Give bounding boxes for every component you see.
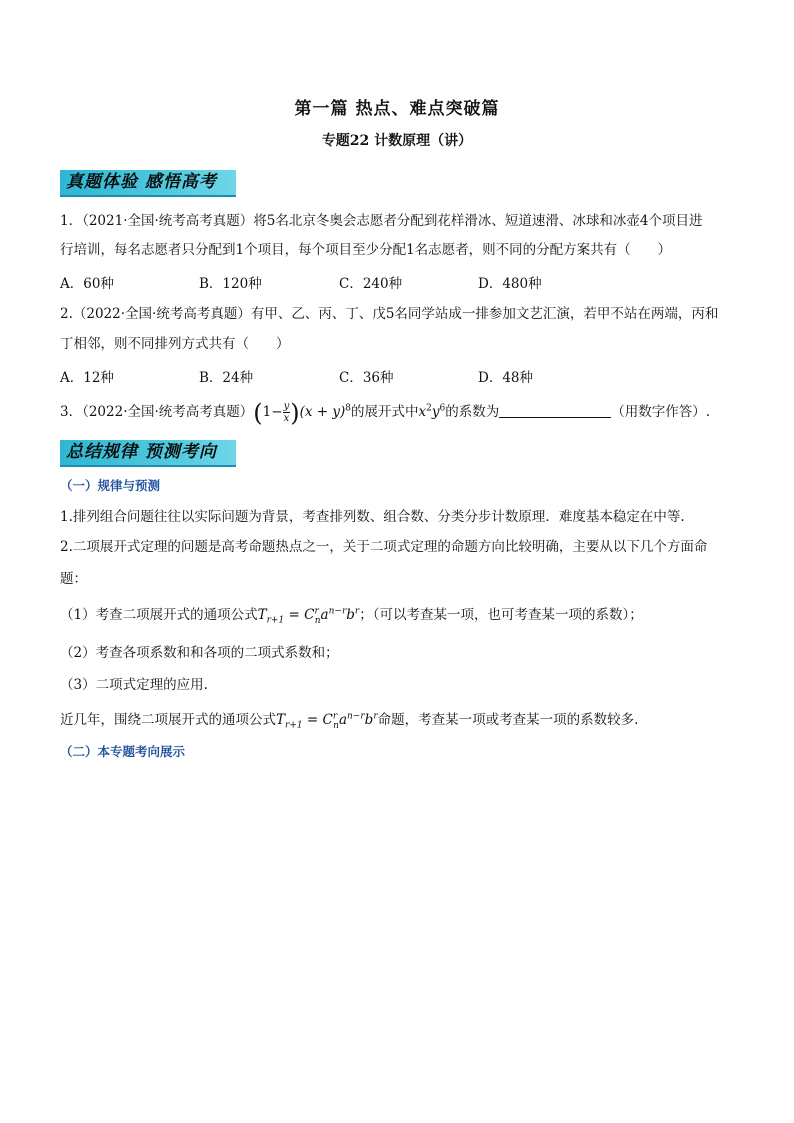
formula-b: b xyxy=(364,712,374,728)
list-item-1 xyxy=(60,605,740,625)
option-b: B．24种 xyxy=(199,370,254,386)
question-3-after: 的系数为 xyxy=(445,404,500,420)
paragraph-3-prefix: 近几年，围绕二项展开式的通项公式 xyxy=(60,712,276,728)
formula-a: a xyxy=(320,607,329,623)
list-item-1-prefix: （1）考查二项展开式的通项公式 xyxy=(60,607,258,623)
option-c: C．240种 xyxy=(339,276,403,292)
formula-C-subscript: n xyxy=(333,720,339,731)
list-item-2: （2）考查各项系数和和各项的二项式系数和； xyxy=(60,645,339,661)
option-b: B．120种 xyxy=(199,276,262,292)
formula-equals: = xyxy=(302,712,323,728)
term-y: y xyxy=(431,404,440,420)
list-item-1-suffix: ；（可以考查某一项，也可考查某一项的系数）； xyxy=(359,607,643,623)
formula-b-superscript: r xyxy=(373,711,378,722)
term-x-exponent: 2 xyxy=(426,403,432,414)
paragraph-3 xyxy=(60,710,740,730)
option-c: C．36种 xyxy=(339,370,394,386)
option-a: A．60种 xyxy=(60,276,114,292)
formula-C-subscript: n xyxy=(314,615,321,626)
option-d: D．480种 xyxy=(478,276,542,292)
option-a: A．12种 xyxy=(60,370,114,386)
expr-exponent: 8 xyxy=(345,403,351,414)
question-1-options xyxy=(60,272,740,292)
fraction-denominator: x xyxy=(283,413,290,424)
question-3-middle: 的展开式中 xyxy=(351,404,419,420)
formula-C: C xyxy=(322,712,333,728)
formula-T: T xyxy=(257,607,267,623)
section-banner-real-exam xyxy=(60,170,236,197)
fraction-numerator: y xyxy=(283,401,290,412)
formula-b-superscript: r xyxy=(354,606,360,617)
section-banner-summary xyxy=(60,440,236,467)
formula-C-superscript: r xyxy=(314,606,319,617)
page-title: 第一篇 热点、难点突破篇 xyxy=(294,99,500,119)
section-banner-label: 真题体验 感悟高考 xyxy=(66,172,217,192)
question-2-options xyxy=(60,366,740,386)
term-y-exponent: 6 xyxy=(439,403,446,414)
subsection-heading-2: （二）本专题考向展示 xyxy=(60,744,186,759)
formula-T-subscript: r+1 xyxy=(266,615,285,626)
formula-T-subscript: r+1 xyxy=(285,720,303,731)
question-1-line-1: 1．（2021·全国·统考高考真题）将5名北京冬奥会志愿者分配到花样滑冰、短道速滑、冰球和冰壶4个项目进 xyxy=(60,213,703,229)
formula-equals: = xyxy=(284,607,305,623)
page-subtitle: 专题22 计数原理（讲） xyxy=(321,133,473,149)
question-3-prefix: 3．（2022·全国·统考高考真题） xyxy=(60,404,254,420)
formula-T: T xyxy=(276,712,286,728)
paragraph-2-line-2: 题： xyxy=(60,571,87,587)
option-d: D．48种 xyxy=(478,370,534,386)
expr-one-minus: 1− xyxy=(262,404,283,420)
formula-a: a xyxy=(338,712,348,728)
question-1-line-2: 行培训，每名志愿者只分配到1个项目，每个项目至少分配1名志愿者，则不同的分配方案共有（ ） xyxy=(60,242,672,258)
question-2-line-1: 2.（2022·全国·统考高考真题）有甲、乙、丙、丁、戊5名同学站成一排参加文艺汇演，若甲不站在两端，丙和 xyxy=(60,306,719,322)
paragraph-2-line-1: 2.二项展开式定理的问题是高考命题热点之一，关于二项式定理的命题方向比较明确，主要从以下几个方面命 xyxy=(60,539,708,555)
list-item-3: （3）二项式定理的应用. xyxy=(60,677,208,693)
paren-close: ) xyxy=(290,399,300,427)
formula-b: b xyxy=(346,607,355,623)
formula-a-superscript: n−r xyxy=(328,606,347,617)
answer-blank xyxy=(499,403,611,418)
section-banner-label: 总结规律 预测考向 xyxy=(66,442,217,462)
question-3 xyxy=(60,399,740,427)
formula-a-superscript: n−r xyxy=(347,711,365,722)
subsection-heading-1: （一）规律与预测 xyxy=(60,478,161,493)
formula-C-superscript: r xyxy=(332,711,338,722)
paren-open: ( xyxy=(253,399,263,427)
expr-x-plus-y: (x + y) xyxy=(299,404,346,420)
formula-C: C xyxy=(304,607,315,623)
question-2-line-2: 丁相邻，则不同排列方式共有（ ） xyxy=(60,336,290,352)
paragraph-3-suffix: 命题，考查某一项或考查某一项的系数较多. xyxy=(377,712,639,728)
question-3-suffix: （用数字作答）. xyxy=(611,404,711,420)
paragraph-1: 1.排列组合问题往往以实际问题为背景，考查排列数、组合数、分类分步计数原理．难度基本稳定在中等. xyxy=(60,509,685,525)
term-x: x xyxy=(418,404,427,420)
